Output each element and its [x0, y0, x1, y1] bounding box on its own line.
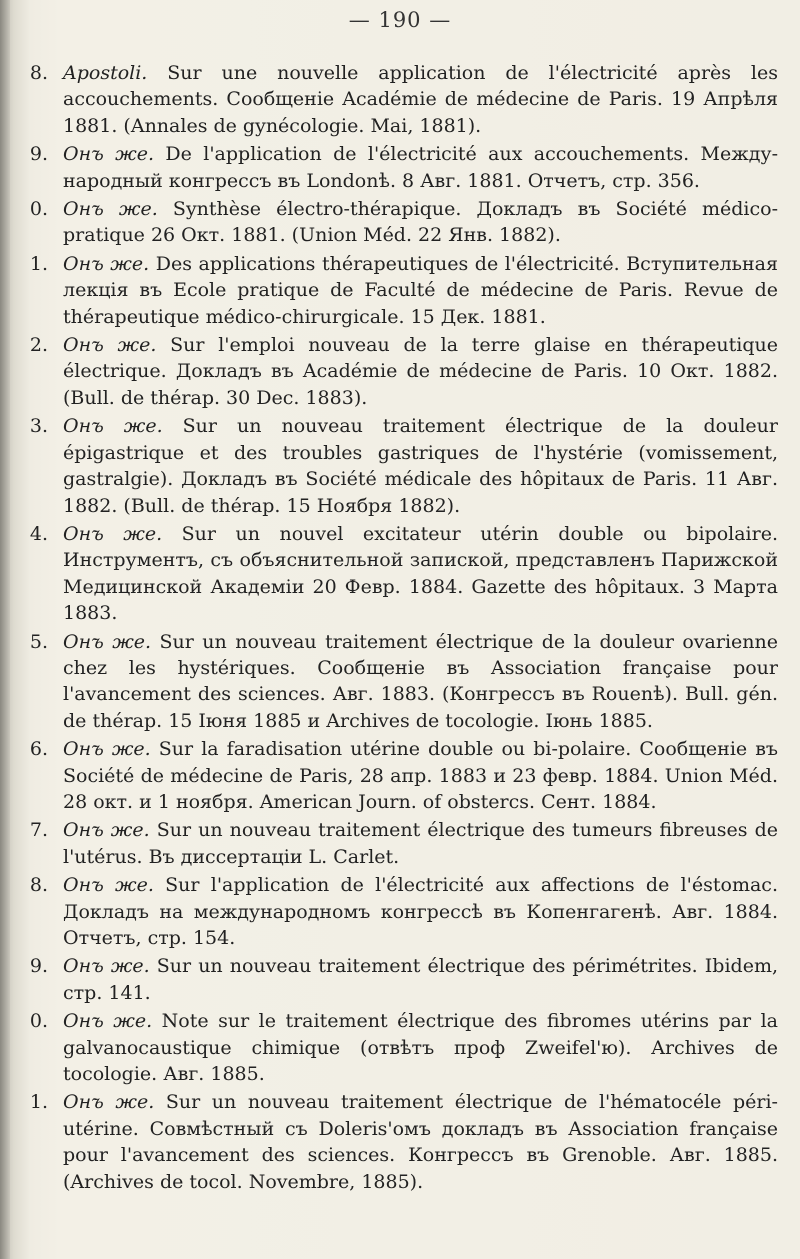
entry-number: 0. — [29, 1010, 48, 1033]
entry-author: Онъ же. — [63, 252, 150, 275]
bibliography-list — [0, 60, 800, 1197]
entry-number: 8. — [29, 874, 48, 897]
bibliography-entry — [0, 1089, 800, 1195]
bibliography-entry — [0, 196, 800, 249]
bibliography-entry — [0, 332, 800, 411]
entry-author: Онъ же. — [63, 143, 155, 166]
bibliography-entry — [0, 817, 800, 870]
entry-number: 9. — [29, 955, 48, 978]
entry-author: Онъ же. — [63, 415, 163, 438]
entry-number: 8. — [29, 62, 48, 84]
page-number: — 190 — — [348, 8, 452, 32]
bibliography-entry — [0, 872, 800, 951]
entry-text: Sur un nouvel excitateur utérin double ou bipolaire. Инструментъ, съ объяснительной запиской, представленъ Парижской Медицинской Академіи 20 Февр. 1884. Gazette des hôpitaux. 3 Марта 1883. — [63, 522, 778, 625]
bibliography-entry — [0, 60, 800, 139]
entry-author: Онъ же. — [63, 334, 157, 357]
entry-number: 9. — [29, 143, 48, 166]
bibliography-entry — [0, 521, 800, 627]
bibliography-entry — [0, 629, 800, 735]
entry-text: Sur un nouveau traitement électrique de l'hématocéle péri-utérine. Совмѣстный съ Dolеris'омъ докладъ въ Association française pour l'avancement des sciences. Конгрессъ въ Grenoble. Авг. 1885. (Archives de tocol. Novembre, 1885). — [63, 1091, 778, 1193]
entry-author: Онъ же. — [63, 819, 150, 842]
entry-text: Sur un nouveau traitement électrique des périmétrites. Ibidem, стр. 141. — [63, 955, 778, 1004]
entry-number: 3. — [29, 415, 48, 438]
bibliography-entry — [0, 251, 800, 330]
entry-author: Онъ же. — [63, 1091, 155, 1114]
bibliography-entry — [0, 736, 800, 815]
entry-number: 5. — [29, 630, 48, 653]
entry-text: Sur un nouveau traitement électrique de la douleur épigastrique et des troubles gastriques de l'hystérie (vomissement, gastralgie). Докладъ въ Société médicale des hôpitaux de Paris. 11 Авг. 1882. (Bull. de thérap. 15 Ноября 1882). — [63, 415, 778, 517]
entry-text: Synthèse électro-thérapique. Докладъ въ Société médico-pratique 26 Окт. 1881. (Union Méd. 22 Янв. 1882). — [63, 198, 778, 247]
entry-author: Онъ же. — [63, 874, 154, 897]
entry-number: 7. — [29, 819, 48, 842]
entry-text: Sur un nouveau traitement électrique des tumeurs fibreuses de l'utérus. Въ диссертаціи L. Carlet. — [63, 819, 778, 868]
entry-text: Sur un nouveau traitement électrique de la douleur ovarienne chez les hystériques. Сообщеніе въ Association française pour l'avancement des sciences. Авг. 1883. (Конгрессъ въ Rouenѣ). Bull. gén. de thérap. 15 Іюня 1885 и Archives de tocologie. Іюнь 1885. — [63, 630, 778, 732]
entry-text: Des applications thérapeutiques de l'électricité. Вступительная лекція въ Ecole pratique de Faculté de médecine de Paris. Revue de thérapeutique médico-chirurgicale. 15 Дек. 1881. — [63, 252, 778, 328]
entry-number: 1. — [29, 252, 48, 275]
entry-number: 4. — [29, 522, 48, 545]
entry-text: Sur la faradisation utérine double ou bi-polaire. Сообщеніе въ Société de médecine de Paris, 28 апр. 1883 и 23 февр. 1884. Union Méd. 28 окт. и 1 ноября. American Journ. of obstercs. Сент. 1884. — [63, 738, 778, 813]
bibliography-entry — [0, 1008, 800, 1087]
bibliography-entry — [0, 413, 800, 519]
bibliography-entry — [0, 953, 800, 1006]
entry-number: 0. — [29, 198, 48, 221]
entry-author: Apostoli. — [63, 62, 148, 84]
entry-text: De l'application de l'électricité aux accouchements. Между-народный конгрессъ въ Londonѣ. 8 Авг. 1881. Отчетъ, стр. 356. — [63, 143, 778, 192]
entry-number: 6. — [29, 738, 48, 761]
entry-text: Sur l'emploi nouveau de la terre glaise en thérapeutique électrique. Докладъ въ Académie de médecine de Paris. 10 Окт. 1882. (Bull. de thérap. 30 Dec. 1883). — [63, 334, 778, 409]
entry-author: Онъ же. — [63, 738, 151, 761]
entry-author: Онъ же. — [63, 522, 163, 545]
entry-author: Онъ же. — [63, 198, 158, 221]
entry-author: Онъ же. — [63, 630, 152, 653]
entry-text: Sur l'application de l'électricité aux affections de l'éstomac. Докладъ на международномъ конгрессѣ въ Копенгагенѣ. Авг. 1884. Отчетъ, стр. 154. — [63, 874, 778, 949]
entry-text: Sur une nouvelle application de l'électricité après les accouchements. Сообщеніе Académie de médecine de Paris. 19 Апрѣля 1881. (Annales de gynécologie. Mai, 1881). — [63, 62, 778, 137]
entry-number: 2. — [29, 334, 48, 357]
entry-author: Онъ же. — [63, 1010, 153, 1033]
bibliography-entry — [0, 141, 800, 194]
entry-author: Онъ же. — [63, 955, 150, 978]
entry-number: 1. — [29, 1091, 48, 1114]
entry-text: Note sur le traitement électrique des fibromes utérins par la galvanocaustique chimique (отвѣтъ проф Zweifel'ю). Archives de tocologie. Авг. 1885. — [63, 1010, 778, 1086]
